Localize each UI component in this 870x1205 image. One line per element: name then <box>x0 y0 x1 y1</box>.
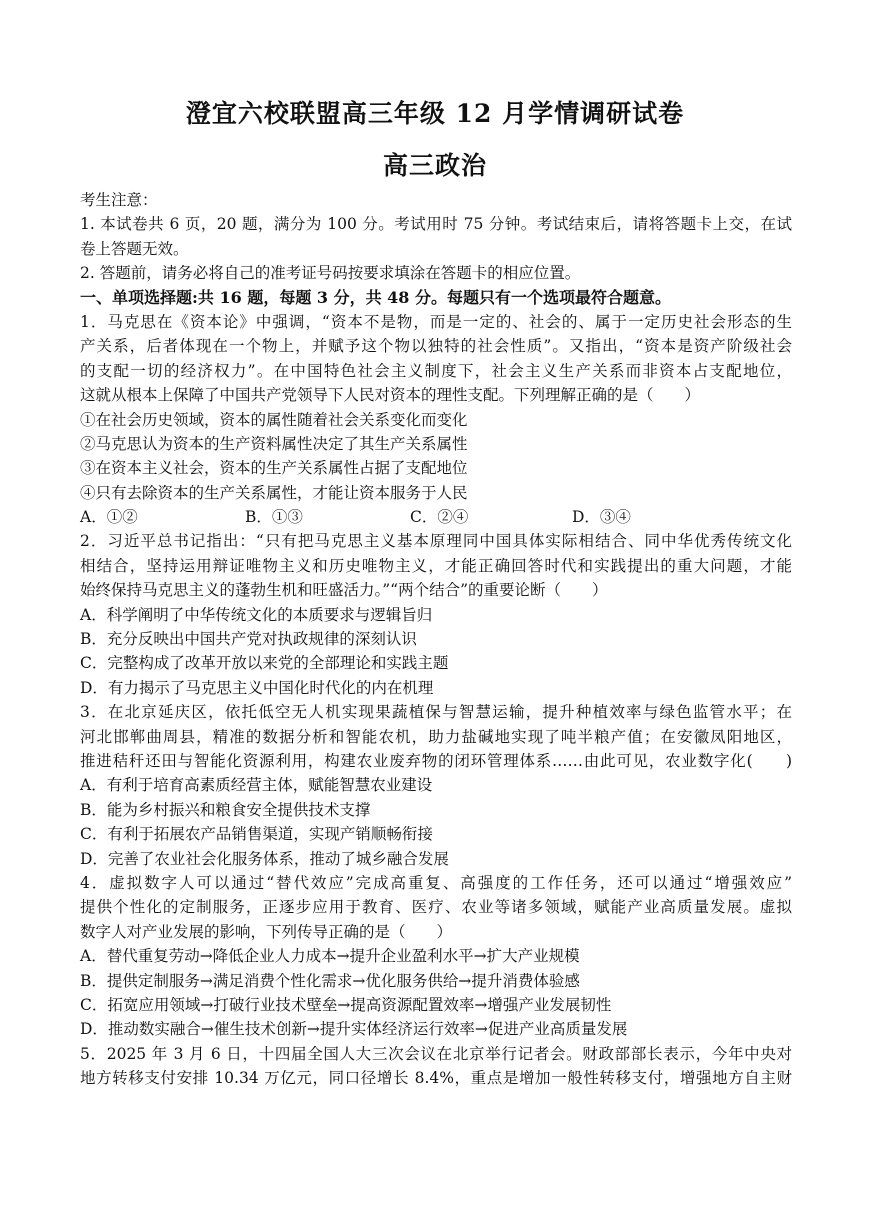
question-stem-line: 的支配一切的经济权力”。在中国特色社会主义制度下，社会主义生产关系而非资本占支配地位， <box>80 361 792 380</box>
section-heading: 一、单项选择题:共 16 题，每题 3 分，共 48 分。每题只有一个选项最符合题意。 <box>80 287 671 307</box>
exam-title: 澄宜六校联盟高三年级 12 月学情调研试卷 <box>185 99 685 128</box>
option-c: C．有利于拓展农产品销售渠道，实现产销顺畅衔接 <box>80 825 433 844</box>
option-d: D．③④ <box>572 508 631 527</box>
option-c: C．拓宽应用领域→打破行业技术壁垒→提高资源配置效率→增强产业发展韧性 <box>80 995 612 1014</box>
statement: ①在社会历史领域，资本的属性随着社会关系变化而变化 <box>80 410 468 429</box>
question-stem-line: 3．在北京延庆区，依托低空无人机实现果蔬植保与智慧运输，提升种植效率与绿色监管水平；在 <box>80 703 792 722</box>
question-stem-line: 地方转移支付安排 10.34 万亿元，同口径增长 8.4%，重点是增加一般性转移支付，增强地方自主财 <box>80 1069 792 1088</box>
option-b: B．充分反映出中国共产党对执政规律的深刻认识 <box>80 630 417 649</box>
exam-content <box>80 188 792 1090</box>
question-stem-line: 这就从根本上保障了中国共产党领导下人民对资本的理性支配。下列理解正确的是（ ） <box>80 386 701 405</box>
question-1 <box>80 310 792 530</box>
question-stem-line: 相结合，坚持运用辩证唯物主义和历史唯物主义，才能正确回答时代和实践提出的重大问题，才能 <box>80 556 792 575</box>
statement: ④只有去除资本的生产关系属性，才能让资本服务于人民 <box>80 483 468 502</box>
question-4 <box>80 871 792 1042</box>
option-c: C．完整构成了改革开放以来党的全部理论和实践主题 <box>80 654 449 673</box>
notice-block <box>80 188 792 286</box>
question-stem-line: 始终保持马克思主义的蓬勃生机和旺盛活力。”“两个结合”的重要论断（ ） <box>80 581 608 600</box>
question-stem-line: 提供个性化的定制服务，正逐步应用于教育、医疗、农业等诸多领域，赋能产业高质量发展。虚拟 <box>80 898 792 917</box>
exam-subtitle: 高三政治 <box>382 151 487 180</box>
statement: ③在资本主义社会，资本的生产关系属性占据了支配地位 <box>80 459 468 478</box>
question-stem-line: 5．2025 年 3 月 6 日，十四届全国人大三次会议在北京举行记者会。财政部部长表示，今年中央对 <box>80 1044 792 1063</box>
question-stem-line: 数字人对产业发展的影响，下列传导正确的是（ ） <box>80 922 453 941</box>
question-stem-line: 1．马克思在《资本论》中强调，“资本不是物，而是一定的、社会的、属于一定历史社会形态的生 <box>80 312 792 331</box>
question-stem-line: 4．虚拟数字人可以通过“替代效应”完成高重复、高强度的工作任务，还可以通过“增强效应” <box>80 873 792 892</box>
option-d: D．推动数实融合→催生技术创新→提升实体经济运行效率→促进产业高质量发展 <box>80 1020 628 1039</box>
option-a: A．科学阐明了中华传统文化的本质要求与逻辑旨归 <box>80 605 433 624</box>
question-stem-line: 推进秸秆还田与智能化资源利用，构建农业废弃物的闭环管理体系……由此可见，农业数字化( ) <box>80 751 792 770</box>
option-c: C．②④ <box>410 508 469 527</box>
notice-heading: 考生注意： <box>80 191 158 209</box>
notice-line: 1. 本试卷共 6 页，20 题，满分为 100 分。考试用时 75 分钟。考试结束后，请将答题卡上交，在试 <box>80 215 792 234</box>
option-b: B．提供定制服务→满足消费个性化需求→优化服务供给→提升消费体验感 <box>80 971 580 990</box>
option-a: A．有利于培育高素质经营主体，赋能智慧农业建设 <box>80 776 433 795</box>
option-d: D．有力揭示了马克思主义中国化时代化的内在机理 <box>80 678 434 697</box>
question-2 <box>80 529 792 700</box>
option-d: D．完善了农业社会化服务体系，推动了城乡融合发展 <box>80 849 449 868</box>
option-b: B．能为乡村振兴和粮食安全提供技术支撑 <box>80 800 371 819</box>
option-a: A．①② <box>80 508 138 527</box>
option-row <box>80 505 792 529</box>
question-5 <box>80 1042 792 1091</box>
statement: ②马克思认为资本的生产资料属性决定了其生产关系属性 <box>80 434 468 453</box>
option-b: B．①③ <box>245 508 303 527</box>
notice-line: 2. 答题前，请务必将自己的准考证号码按要求填涂在答题卡的相应位置。 <box>80 264 581 283</box>
question-stem-line: 2．习近平总书记指出：“只有把马克思主义基本原理同中国具体实际相结合、同中华优秀传统文化 <box>80 532 792 551</box>
question-stem-line: 产关系，后者体现在一个物上，并赋予这个物以独特的社会性质”。又指出，“资本是资产阶级社会 <box>80 337 792 356</box>
question-3 <box>80 700 792 871</box>
notice-line: 卷上答题无效。 <box>80 239 189 258</box>
option-a: A．替代重复劳动→降低企业人力成本→提升企业盈利水平→扩大产业规模 <box>80 947 580 966</box>
question-stem-line: 河北邯郸曲周县，精准的数据分析和智能农机，助力盐碱地实现了吨半粮产值；在安徽凤阳地区， <box>80 727 792 746</box>
